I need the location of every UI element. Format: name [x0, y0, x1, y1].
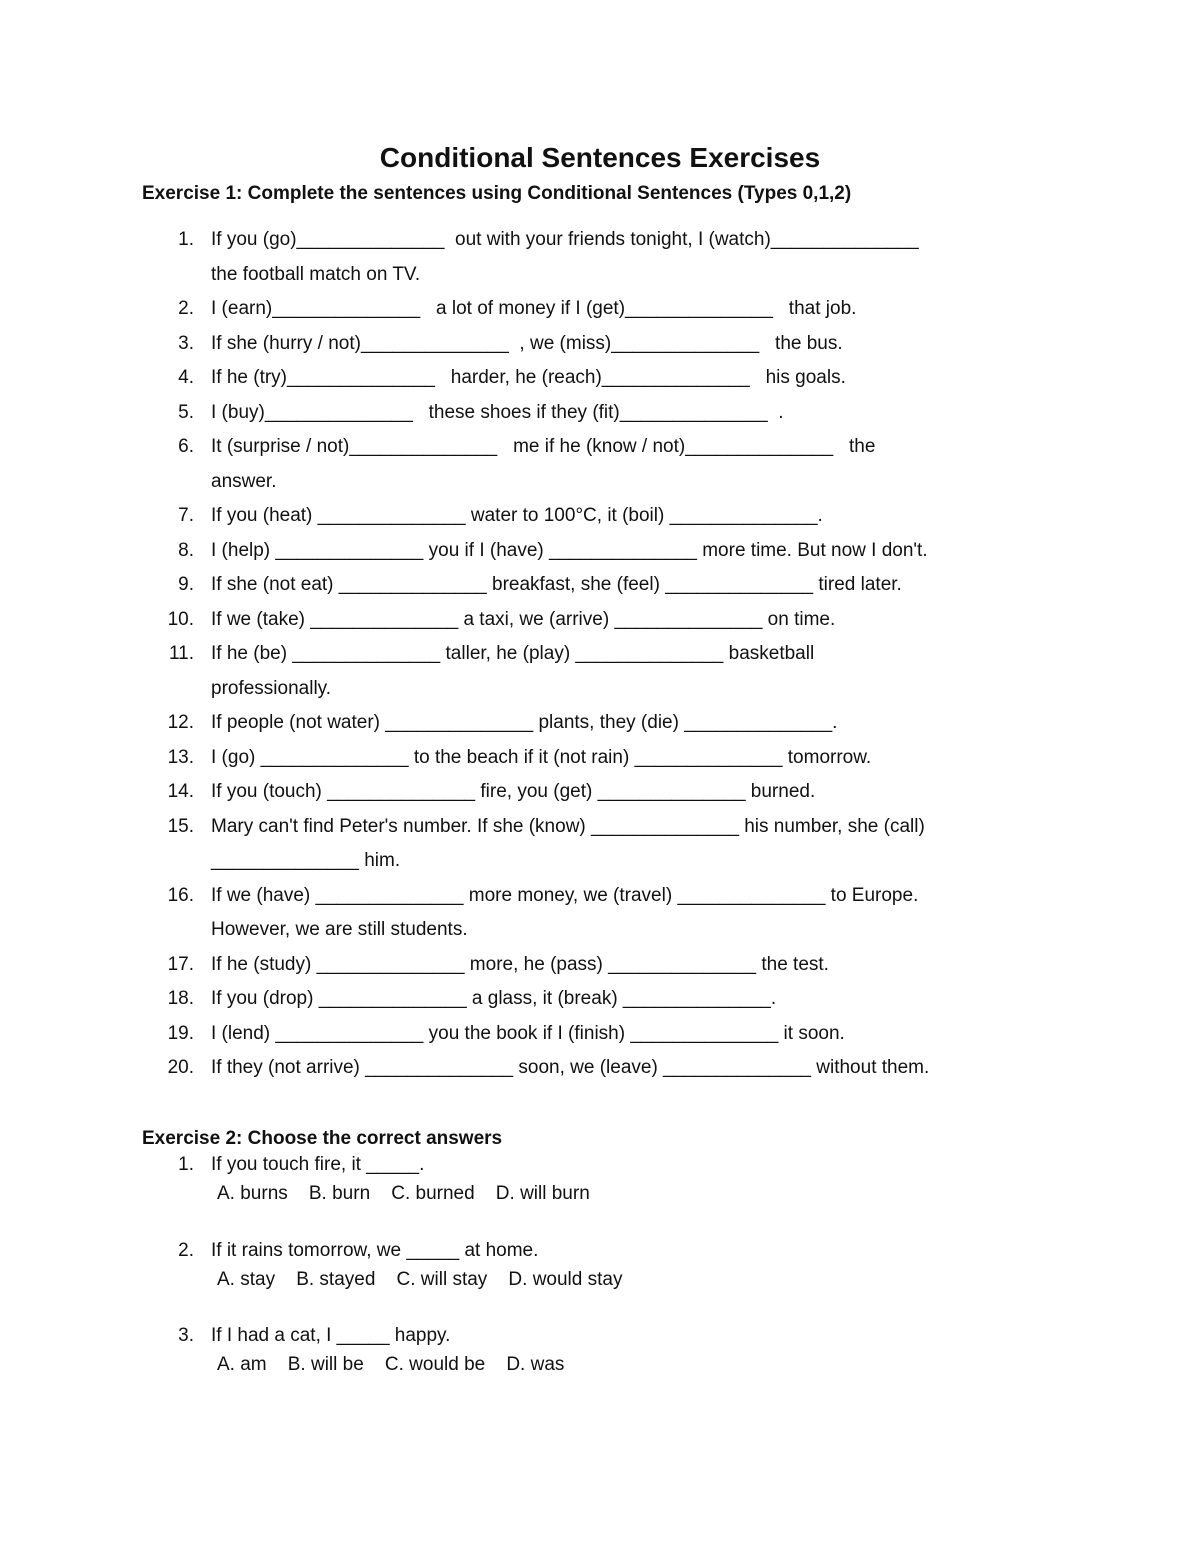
exercise1-item	[0, 988, 1200, 1018]
item-text: If we (take) ______________ a taxi, we (arrive) ______________ on time.	[211, 608, 836, 630]
exercise1-item-continuation	[0, 850, 1200, 880]
item-number: 8.	[178, 539, 194, 561]
exercise1-item	[0, 1057, 1200, 1087]
item-text: the football match on TV.	[211, 263, 421, 285]
exercise1-item-continuation	[0, 471, 1200, 501]
item-text: ______________ him.	[211, 850, 401, 871]
exercise1-item	[0, 609, 1200, 639]
item-text: I (help) ______________ you if I (have) ______________ more time. But now I don't.	[211, 539, 928, 561]
question-text: If I had a cat, I _____ happy.	[211, 1325, 451, 1346]
item-number: 5.	[178, 401, 194, 423]
item-number: 19.	[167, 1022, 194, 1044]
question-number: 1.	[178, 1154, 194, 1175]
exercise1-item	[0, 885, 1200, 915]
answer-options: A. am B. will be C. would be D. was	[217, 1354, 565, 1375]
exercise1-item	[0, 298, 1200, 328]
exercise1-item	[0, 643, 1200, 673]
item-number: 7.	[178, 505, 194, 526]
item-number: 18.	[167, 988, 194, 1009]
exercise2-question	[0, 1154, 1200, 1214]
exercise1-item	[0, 747, 1200, 777]
item-number: 20.	[167, 1057, 194, 1078]
item-number: 1.	[178, 229, 194, 250]
item-text: If you (heat) ______________ water to 100°C, it (boil) ______________.	[211, 505, 823, 526]
item-text: Mary can't find Peter's number. If she (know) ______________ his number, she (call)	[211, 815, 925, 837]
item-text: I (go) ______________ to the beach if it (not rain) ______________ tomorrow.	[211, 746, 872, 768]
exercise1-item	[0, 574, 1200, 604]
exercise1-item	[0, 712, 1200, 742]
item-text: If people (not water) ______________ plants, they (die) ______________.	[211, 712, 838, 733]
exercise1-item	[0, 1023, 1200, 1053]
exercise1-item	[0, 436, 1200, 466]
item-number: 6.	[178, 436, 194, 457]
item-text: I (lend) ______________ you the book if I (finish) ______________ it soon.	[211, 1022, 845, 1044]
item-number: 3.	[178, 332, 194, 354]
item-number: 10.	[167, 608, 194, 630]
exercise1-item-continuation	[0, 264, 1200, 294]
item-text: answer.	[211, 470, 277, 492]
exercise1-item	[0, 505, 1200, 535]
item-number: 14.	[167, 781, 194, 802]
item-number: 11.	[168, 643, 194, 664]
question-text: If you touch fire, it _____.	[211, 1154, 425, 1175]
exercise1-item	[0, 781, 1200, 811]
exercise1-item	[0, 816, 1200, 846]
exercise2-question	[0, 1240, 1200, 1300]
exercise1-item	[0, 954, 1200, 984]
item-text: However, we are still students.	[211, 919, 468, 940]
exercise1-item	[0, 540, 1200, 570]
page-title: Conditional Sentences Exercises	[379, 142, 821, 173]
item-text: If you (drop) ______________ a glass, it (break) ______________.	[211, 988, 777, 1009]
item-number: 12.	[167, 712, 194, 733]
exercise1-item	[0, 333, 1200, 363]
item-text: If you (go)______________ out with your friends tonight, I (watch)______________	[211, 229, 919, 250]
answer-options: A. burns B. burn C. burned D. will burn	[217, 1183, 590, 1204]
item-number: 2.	[178, 298, 194, 319]
item-number: 17.	[167, 953, 194, 975]
question-number: 3.	[178, 1325, 194, 1346]
item-text: professionally.	[211, 677, 332, 699]
item-text: It (surprise / not)______________ me if he (know / not)______________ the	[211, 436, 876, 457]
exercise2-heading: Exercise 2: Choose the correct answers	[142, 1128, 503, 1149]
item-number: 9.	[178, 574, 194, 595]
question-text: If it rains tomorrow, we _____ at home.	[211, 1239, 539, 1261]
item-text: I (buy)______________ these shoes if they (fit)______________ .	[211, 401, 784, 423]
item-number: 13.	[167, 746, 194, 768]
item-text: If he (try)______________ harder, he (reach)______________ his goals.	[211, 367, 846, 388]
item-text: If he (be) ______________ taller, he (play) ______________ basketball	[211, 643, 815, 664]
item-text: If we (have) ______________ more money, we (travel) ______________ to Europe.	[211, 884, 919, 906]
item-text: If she (hurry / not)______________ , we (miss)______________ the bus.	[211, 332, 843, 354]
item-text: If they (not arrive) ______________ soon, we (leave) ______________ without them.	[211, 1057, 930, 1078]
item-number: 16.	[167, 884, 194, 906]
exercise1-item	[0, 229, 1200, 259]
answer-options: A. stay B. stayed C. will stay D. would stay	[217, 1268, 623, 1290]
exercise1-item-continuation	[0, 678, 1200, 708]
item-number: 15.	[167, 815, 194, 837]
exercise2-question	[0, 1325, 1200, 1385]
item-number: 4.	[178, 367, 194, 388]
item-text: If she (not eat) ______________ breakfast, she (feel) ______________ tired later.	[211, 574, 902, 595]
exercise1-item-continuation	[0, 919, 1200, 949]
item-text: I (earn)______________ a lot of money if I (get)______________ that job.	[211, 298, 857, 319]
exercise1-item	[0, 367, 1200, 397]
exercise1-item	[0, 402, 1200, 432]
item-text: If he (study) ______________ more, he (pass) ______________ the test.	[211, 953, 829, 975]
item-text: If you (touch) ______________ fire, you (get) ______________ burned.	[211, 781, 816, 802]
question-number: 2.	[178, 1239, 194, 1261]
exercise1-heading: Exercise 1: Complete the sentences using Conditional Sentences (Types 0,1,2)	[142, 183, 852, 204]
